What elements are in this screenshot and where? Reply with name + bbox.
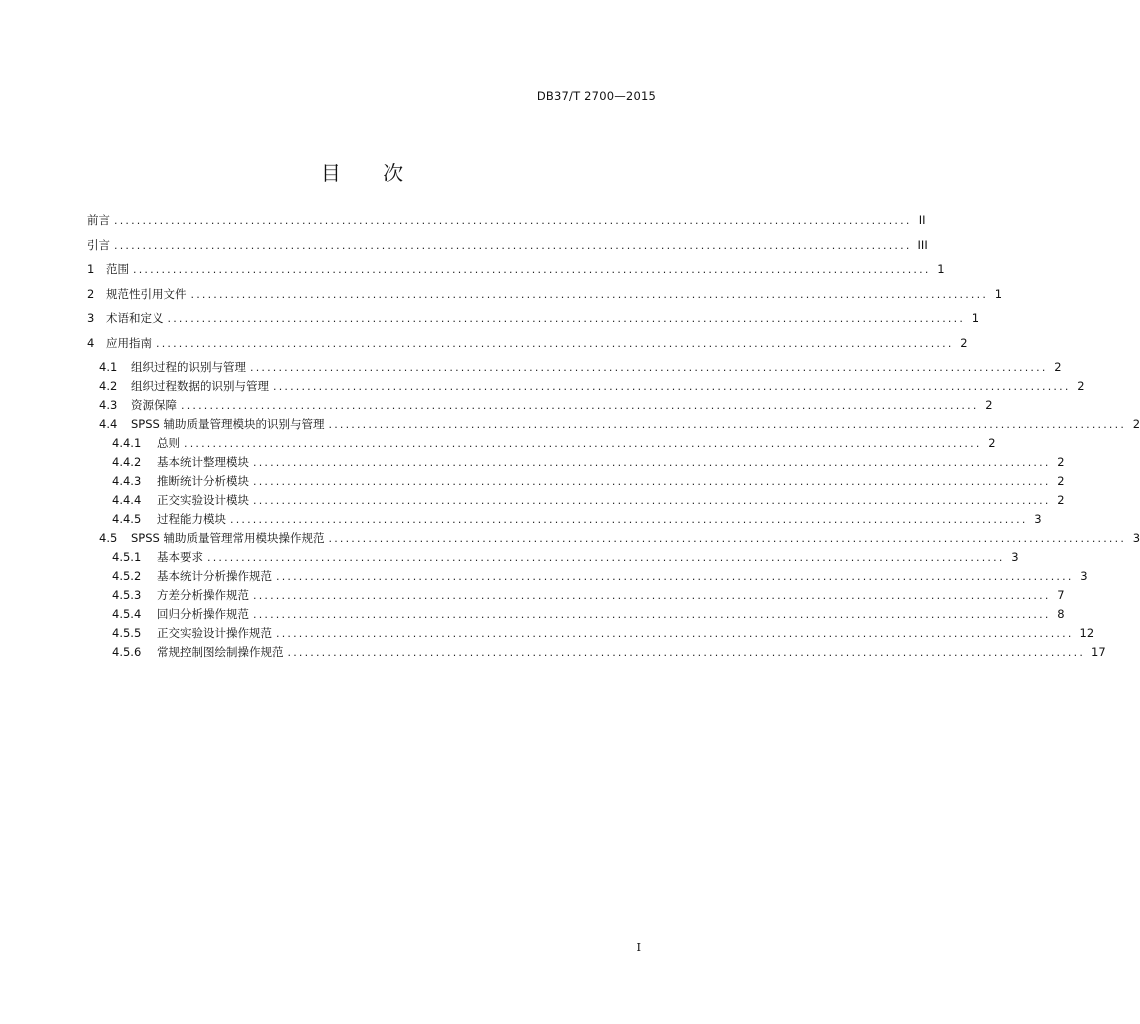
dot-leader: ............................................................................................................................................ [287, 646, 1086, 659]
dot-leader: ............................................................................................................................................ [114, 214, 912, 227]
toc-entry-number: 4.5.3 [112, 588, 142, 602]
toc-entry-label: 基本要求 [157, 550, 203, 564]
toc-entry-page: 1 [937, 262, 945, 276]
toc-entry-label: 前言 [87, 213, 110, 227]
toc-entry-number: 4.5.1 [112, 550, 142, 564]
toc-entry-page: 3 [1080, 569, 1088, 583]
toc-entry-number: 4.5.4 [112, 607, 142, 621]
toc-entry-label: 基本统计分析操作规范 [157, 569, 272, 583]
toc-entry-page: 2 [1057, 493, 1065, 507]
toc-entry-page: 3 [1034, 512, 1042, 526]
toc-entry[interactable] [87, 644, 1106, 663]
toc-entry[interactable] [87, 473, 1065, 492]
toc-entry-label: 应用指南 [106, 335, 152, 350]
dot-leader: ............................................................................................................................................ [273, 380, 1071, 393]
toc-entry-page: 1 [994, 286, 1003, 301]
toc-entry-number: 4.4.2 [112, 455, 142, 469]
toc-entry[interactable] [87, 606, 1065, 625]
toc-entry-page: 2 [1057, 455, 1065, 469]
toc-entry[interactable] [87, 286, 1003, 311]
toc-entry-number: 1 [87, 262, 95, 276]
toc-entry-number: 4.2 [99, 379, 118, 393]
toc-entry-label: 组织过程的识别与管理 [131, 360, 246, 374]
toc-entry-label: 正交实验设计模块 [157, 493, 249, 507]
toc-entry-page: 2 [1054, 360, 1062, 374]
page-number: I [636, 940, 641, 954]
toc-entry-number: 4.4.5 [112, 512, 142, 526]
dot-leader: ............................................................................................................................................ [230, 513, 1028, 526]
toc-entry-number: 4.5 [99, 531, 118, 545]
page-title: 目 次 [320, 161, 422, 185]
toc-entry-page: 17 [1091, 645, 1106, 659]
toc-entry-label: 资源保障 [131, 398, 177, 412]
toc-entry[interactable] [87, 359, 1062, 378]
toc-entry[interactable] [87, 530, 1140, 549]
toc-entry[interactable] [87, 435, 996, 454]
document-code: DB37/T 2700—2015 [536, 89, 656, 103]
toc-entry-number: 4.4 [99, 417, 118, 431]
toc-entry-page: 2 [1132, 417, 1140, 431]
toc-entry[interactable] [87, 212, 926, 237]
toc-entry-page: III [917, 237, 928, 252]
dot-leader: ............................................................................................................................................ [133, 263, 931, 276]
toc-entry[interactable] [87, 416, 1140, 435]
toc-entry-page: II [918, 213, 926, 227]
dot-leader: ............................................................................................................................................ [114, 238, 912, 252]
toc-entry-number: 4.5.5 [112, 626, 142, 640]
toc-entry-label: 组织过程数据的识别与管理 [131, 379, 269, 393]
toc-entry-page: 12 [1079, 626, 1095, 640]
toc-entry-number: 4.1 [99, 360, 118, 374]
toc-entry-number: 4.4.1 [112, 436, 142, 450]
toc-entry[interactable] [87, 549, 1019, 568]
toc-entry[interactable] [87, 378, 1085, 397]
toc-entry-page: 2 [1057, 474, 1065, 488]
toc-entry-label: SPSS 辅助质量管理常用模块操作规范 [131, 531, 325, 545]
toc-entry[interactable] [87, 237, 928, 262]
toc-entry-number: 4 [87, 335, 95, 350]
dot-leader: ............................................................................................................................................ [276, 627, 1074, 640]
dot-leader: ............................................................................................................................................ [253, 475, 1051, 488]
toc-entry-page: 8 [1057, 607, 1065, 621]
toc-entry-page: 2 [985, 398, 993, 412]
toc-entry-label: SPSS 辅助质量管理模块的识别与管理 [131, 417, 325, 431]
toc-entry-label: 基本统计整理模块 [157, 455, 249, 469]
toc-entry-number: 4.5.2 [112, 569, 142, 583]
toc-entry-page: 7 [1057, 588, 1065, 602]
toc-entry-number: 4.4.3 [112, 474, 142, 488]
toc-entry-label: 总则 [157, 436, 180, 450]
dot-leader: ............................................................................................................................................ [276, 570, 1074, 583]
toc-entry[interactable] [87, 587, 1065, 606]
toc-entry-label: 推断统计分析模块 [157, 474, 249, 488]
dot-leader: ............................................................................................................................................ [207, 551, 1005, 564]
dot-leader: ............................................................................................................................................ [328, 532, 1127, 545]
toc-entry-label: 常规控制图绘制操作规范 [157, 645, 284, 659]
toc-entry[interactable] [87, 625, 1095, 644]
toc-entry[interactable] [87, 335, 968, 360]
dot-leader: ............................................................................................................................................ [167, 312, 966, 325]
toc-entry-number: 4.5.6 [112, 645, 142, 659]
dot-leader: ............................................................................................................................................ [253, 589, 1051, 602]
toc-entry-page: 2 [1077, 379, 1085, 393]
dot-leader: ............................................................................................................................................ [253, 608, 1051, 621]
toc-entry-number: 2 [87, 286, 95, 301]
dot-leader: ............................................................................................................................................ [250, 361, 1048, 374]
toc-entry-page: 1 [971, 311, 980, 325]
toc-entry[interactable] [87, 492, 1065, 511]
toc-entry-number: 4.3 [99, 398, 118, 412]
toc-entry-label: 过程能力模块 [157, 512, 226, 526]
table-of-contents [87, 212, 1140, 663]
toc-entry-label: 正交实验设计操作规范 [157, 626, 272, 640]
toc-entry[interactable] [87, 397, 993, 416]
toc-entry-label: 范围 [106, 262, 129, 276]
toc-entry-label: 方差分析操作规范 [157, 588, 249, 602]
toc-entry-label: 引言 [87, 237, 110, 252]
dot-leader: ............................................................................................................................................ [156, 336, 954, 350]
dot-leader: ............................................................................................................................................ [328, 418, 1127, 431]
dot-leader: ............................................................................................................................................ [253, 494, 1051, 507]
dot-leader: ............................................................................................................................................ [253, 456, 1051, 469]
toc-entry-label: 术语和定义 [106, 311, 164, 325]
toc-entry-page: 3 [1132, 531, 1140, 545]
dot-leader: ............................................................................................................................................ [181, 399, 979, 412]
toc-entry[interactable] [87, 511, 1042, 530]
toc-entry-number: 3 [87, 311, 95, 325]
toc-entry-number: 4.4.4 [112, 493, 142, 507]
toc-entry-page: 3 [1011, 550, 1019, 564]
toc-entry-page: 2 [988, 436, 996, 450]
dot-leader: ............................................................................................................................................ [184, 437, 982, 450]
toc-entry[interactable] [87, 310, 980, 335]
toc-entry-label: 回归分析操作规范 [157, 607, 249, 621]
toc-entry-page: 2 [960, 335, 968, 350]
toc-entry[interactable] [87, 261, 945, 286]
toc-entry[interactable] [87, 454, 1065, 473]
toc-entry[interactable] [87, 568, 1088, 587]
toc-entry-label: 规范性引用文件 [106, 286, 187, 301]
dot-leader: ............................................................................................................................................ [190, 287, 989, 301]
